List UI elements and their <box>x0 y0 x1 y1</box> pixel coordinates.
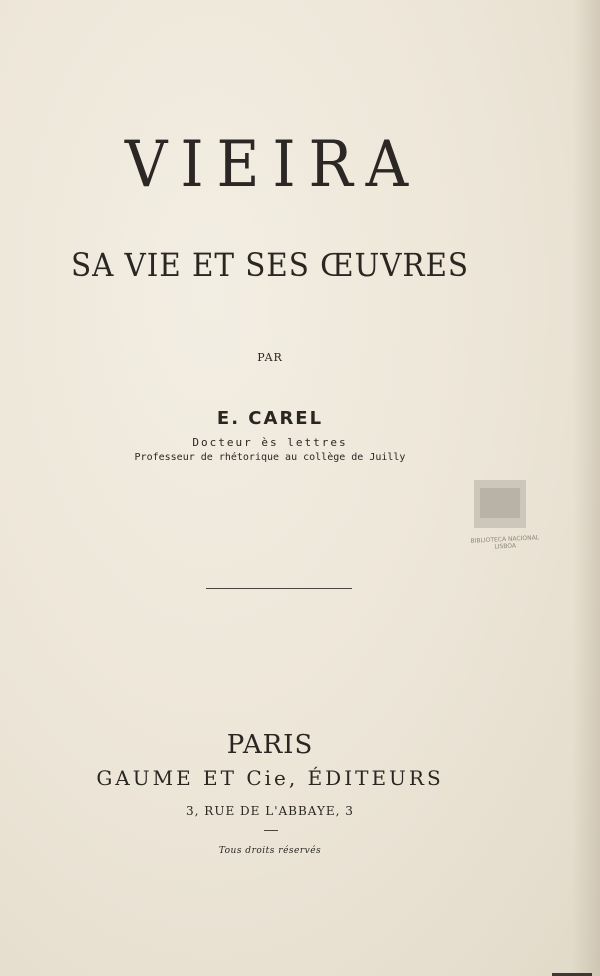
stamp-caption <box>458 534 553 553</box>
book-subtitle: SA VIE ET SES ŒUVRES <box>71 246 469 284</box>
author-name: E. CAREL <box>216 408 324 429</box>
by-label: PAR <box>257 351 283 364</box>
library-stamp <box>458 480 552 560</box>
author-degree: Docteur ès lettres <box>192 436 348 449</box>
separator-rule <box>206 588 352 589</box>
publisher-name: GAUME ET Cie, ÉDITEURS <box>96 766 444 790</box>
stamp-inner-mark <box>480 488 520 518</box>
stamp-line-2: LISBOA <box>494 542 517 551</box>
small-separator <box>264 830 278 831</box>
author-position: Professeur de rhétorique au collège de Juilly <box>134 452 406 463</box>
rights-notice: Tous droits réservés <box>218 846 322 856</box>
publisher-address: 3, RUE DE L'ABBAYE, 3 <box>186 804 354 818</box>
book-title: VIEIRA <box>124 128 422 202</box>
publication-city: PARIS <box>226 730 314 760</box>
stamp-line-1: BIBLIOTECA NACIONAL <box>470 534 540 545</box>
page-edge-shadow <box>572 0 600 976</box>
